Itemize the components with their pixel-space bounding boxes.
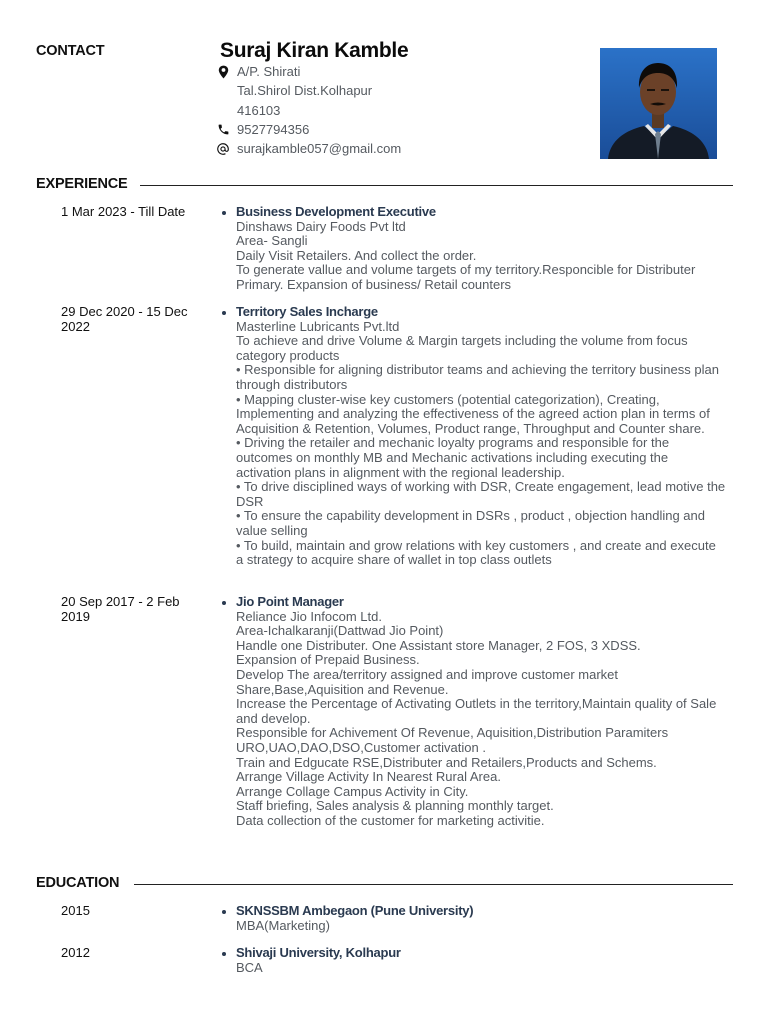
experience-3-line: Train and Edgucate RSE,Distributer and Retailers,Products and Schems. <box>236 754 657 770</box>
experience-1-title: Business Development Executive <box>236 205 726 220</box>
address-postcode: 416103 <box>237 103 281 118</box>
address-line-1-row <box>216 62 300 81</box>
experience-2-line: • Mapping cluster-wise key customers (potential categorization), Creating, Implementing and analyzing the effectiveness of the agreed action plan in terms of Acquisition & Retention, Volumes, Product range, Throughput and Counter share. <box>236 391 710 436</box>
experience-2-line: • To build, maintain and grow relations with key customers , and create and execute a strategy to acquire share of wallet in top class outlets <box>236 537 716 568</box>
experience-1-line: To generate vallue and volume targets of my territory.Responcible for Distributer Primary. Expansion of business/ Retail counters <box>236 262 696 292</box>
experience-3-line: Staff briefing, Sales analysis & planning monthly target. <box>236 798 554 814</box>
map-pin-icon <box>216 65 230 79</box>
experience-3-line: Area-Ichalkaranji(Dattwad Jio Point) <box>236 623 444 639</box>
experience-3-line: Arrange Village Activity In Nearest Rural Area. <box>236 769 501 785</box>
education-heading: EDUCATION <box>36 875 129 891</box>
experience-1-line: Area- Sangli <box>236 233 308 249</box>
education-2-date: 2012 <box>61 945 90 960</box>
phone-icon <box>216 123 230 137</box>
education-2-degree: BCA <box>236 959 263 975</box>
phone-row <box>216 120 309 139</box>
experience-divider <box>140 185 733 186</box>
at-sign-icon <box>216 142 230 156</box>
experience-3-line: Responsible for Achivement Of Revenue, Aquisition,Distribution Paramiters URO,UAO,DAO,DSO,Customer activation . <box>236 725 669 755</box>
address-line-2: Tal.Shirol Dist.Kolhapur <box>237 83 373 98</box>
address-line-2-row <box>216 81 372 100</box>
experience-3-line: Handle one Distributer. One Assistant store Manager, 2 FOS, 3 XDSS. <box>236 637 641 653</box>
education-divider <box>134 884 733 885</box>
experience-2-line: To achieve and drive Volume & Margin targets including the volume from focus category products <box>236 333 688 363</box>
education-1-title: SKNSSBM Ambegaon (Pune University) <box>236 904 726 919</box>
experience-3-date: 20 Sep 2017 - 2 Feb 2019 <box>61 594 180 624</box>
email-address[interactable]: surajkamble057@gmail.com <box>237 141 402 156</box>
experience-1-line: Daily Visit Retailers. And collect the order. <box>236 247 477 263</box>
education-2-title: Shivaji University, Kolhapur <box>236 946 726 961</box>
experience-3-line: Reliance Jio Infocom Ltd. <box>236 608 382 624</box>
profile-photo <box>600 48 717 159</box>
experience-2 <box>236 305 726 568</box>
experience-1-date: 1 Mar 2023 - Till Date <box>61 204 186 219</box>
experience-3-line: Increase the Percentage of Activating Outlets in the territory,Maintain quality of Sale and develop. <box>236 696 717 726</box>
phone-number[interactable]: 9527794356 <box>237 122 310 137</box>
experience-1-line: Dinshaws Dairy Foods Pvt ltd <box>236 218 406 234</box>
experience-2-line: • Responsible for aligning distributor teams and achieving the territory business plan through distributors <box>236 362 719 392</box>
address-line-3-row <box>216 101 280 120</box>
contact-heading: CONTACT <box>36 43 105 59</box>
experience-2-line: • To drive disciplined ways of working with DSR, Create engagement, lead motive the DSR <box>236 479 726 509</box>
education-1-degree: MBA(Marketing) <box>236 917 330 933</box>
experience-2-line: • To ensure the capability development in DSRs , product , objection handling and value selling <box>236 508 705 538</box>
experience-2-date: 29 Dec 2020 - 15 Dec 2022 <box>61 304 188 334</box>
candidate-name: Suraj Kiran Kamble <box>220 39 409 62</box>
experience-3-title: Jio Point Manager <box>236 595 726 610</box>
experience-2-line: Masterline Lubricants Pvt.ltd <box>236 318 400 334</box>
experience-heading: EXPERIENCE <box>36 176 137 192</box>
email-row <box>216 139 401 158</box>
experience-1 <box>236 205 726 293</box>
education-1-date: 2015 <box>61 903 90 918</box>
experience-3-line: Data collection of the customer for marketing activitie. <box>236 812 545 828</box>
experience-3-line: Arrange Collage Campus Activity in City. <box>236 783 469 799</box>
education-1 <box>236 904 726 933</box>
experience-3-line: Develop The area/territory assigned and improve customer market Share,Base,Aquisition and Revenue. <box>236 666 618 697</box>
experience-3-line: Expansion of Prepaid Business. <box>236 652 420 668</box>
education-2 <box>236 946 726 975</box>
experience-2-line: • Driving the retailer and mechanic loyalty programs and responsible for the outcomes on monthly MB and Mechanic activations including executing the activation plans in alignment with the regional leadership. <box>236 435 670 480</box>
address-line-1: A/P. Shirati <box>237 64 301 79</box>
experience-3 <box>236 595 726 829</box>
experience-2-title: Territory Sales Incharge <box>236 305 726 320</box>
